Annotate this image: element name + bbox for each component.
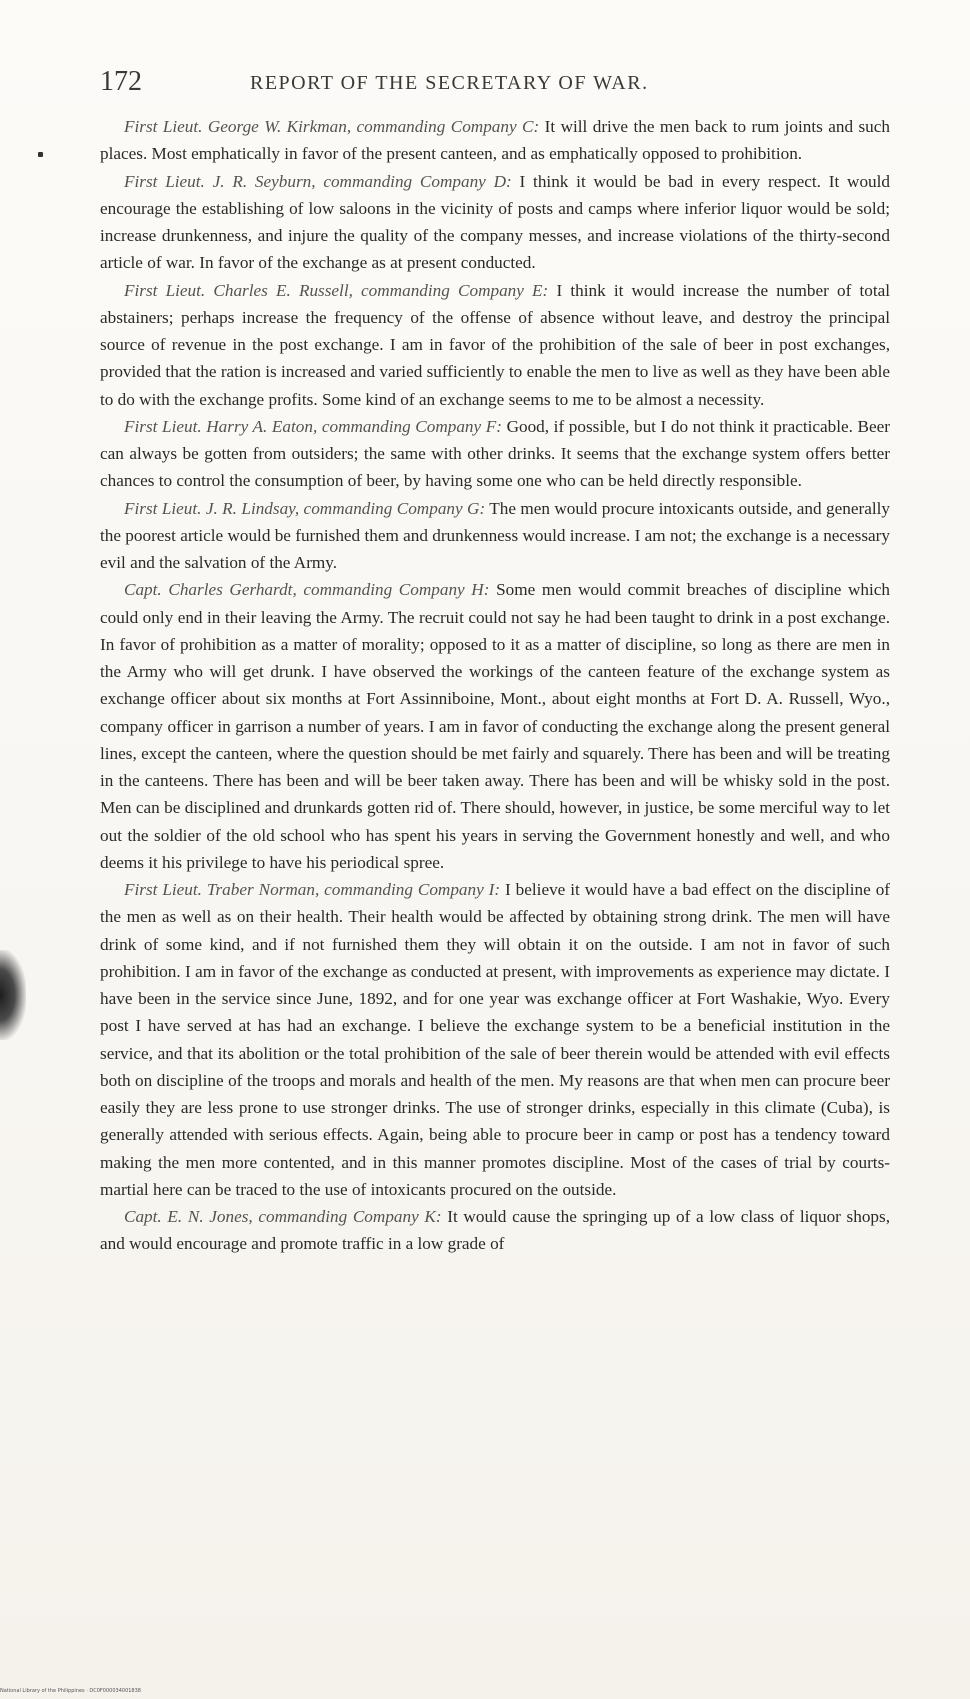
paragraph [100, 876, 890, 1203]
paragraph [100, 413, 890, 495]
officer-name: First Lieut. Traber Norman, commanding Company I: [124, 880, 501, 899]
paragraph-text: Good, if possible, but I do not think it practicable. Beer can always be gotten from outsiders; the same with other drinks. It seems that the exchange system offers better chances to control the consumption of beer, by having some one who can be held directly responsible. [100, 416, 890, 491]
paragraph [100, 1203, 890, 1258]
page-header [100, 66, 890, 106]
report-body [100, 113, 890, 1258]
page-edge-shadow [0, 950, 26, 1040]
paragraph-text: The men would procure intoxicants outside, and generally the poorest article would be furnished them and drunkenness would increase. I am not; the exchange is a necessary evil and the salvation of the Army. [100, 498, 890, 572]
paragraph-text: I believe it would have a bad effect on the discipline of the men as well as on their health. Their health would be affected by obtaining strong drink. The men will have drink of some kind, and if not furnished them they will obtain it on the outside. I am not in favor of such prohibition. I am in favor of the exchange as conducted at present, with improvements as experience may dictate. I have been in the service since June, 1892, and for one year was exchange officer at Fort Washakie, Wyo. Every post I have served at has had an exchange. I believe the exchange system to be a beneficial institution in the service, and that its abolition or the total prohibition of the sale of beer therein would be attended with evil effects both on discipline of the troops and morals and health of the men. My reasons are that when men can procure beer easily they are less prone to use stronger drinks. The use of stronger drinks, especially in this climate (Cuba), is generally attended with serious effects. Again, being able to procure beer in camp or post has a tendency toward making the men more contented, and in this manner promotes discipline. Most of the cases of trial by courts-martial here can be traced to the use of intoxicants procured on the outside. [100, 880, 891, 1199]
ink-speck [38, 152, 43, 157]
paragraph-text: Some men would commit breaches of discipline which could only end in their leaving the Army. The recruit could not say he had been taught to drink in a post exchange. In favor of prohibition as a matter of morality; opposed to it as a matter of discipline, so long as there are men in the Army who will get drunk. I have observed the workings of the canteen feature of the exchange system as exchange officer about six months at Fort Assinniboine, Mont., about eight months at Fort D. A. Russell, Wyo., company officer in garrison a number of years. I am in favor of conducting the exchange along the present general lines, except the canteen, where the question should be met fairly and squarely. There has been and will be treating in the canteens. There has been and will be beer taken away. There has been and will be whisky sold in the post. Men can be disciplined and drunkards gotten rid of. There should, however, in justice, be some merciful way to let out the soldier of the old school who has spent his years in serving the Government honestly and well, and who deems it his privilege to have his periodical spree. [100, 580, 890, 872]
paragraph [100, 495, 890, 577]
running-head: REPORT OF THE SECRETARY OF WAR. [250, 72, 649, 94]
officer-name: First Lieut. Charles E. Russell, commanding Company E: [124, 280, 549, 300]
officer-name: First Lieut. J. R. Seyburn, commanding Company D: [124, 171, 512, 191]
officer-name: First Lieut. Harry A. Eaton, commanding Company F: [124, 416, 502, 436]
paragraph [100, 277, 890, 413]
scan-credit: National Library of the Philippines · DC0F000034001838 [0, 1688, 141, 1694]
officer-name: First Lieut. George W. Kirkman, commanding Company C: [124, 117, 540, 136]
paragraph [100, 113, 890, 168]
officer-name: First Lieut. J. R. Lindsay, commanding Company G: [124, 498, 486, 518]
page-number: 172 [100, 66, 142, 97]
paragraph-text: It will drive the men back to rum joints and such places. Most emphatically in favor of the present canteen, and as emphatically opposed to prohibition. [100, 117, 890, 164]
paragraph-text: It would cause the springing up of a low class of liquor shops, and would encourage and promote traffic in a low grade of [100, 1207, 891, 1254]
paragraph [100, 576, 890, 876]
paragraph-text: I think it would be bad in every respect. It would encourage the establishing of low saloons in the vicinity of posts and camps where inferior liquor would be sold; increase drunkenness, and injure the quality of the company messes, and increase violations of the thirty-second article of war. In favor of the exchange as at present conducted. [100, 171, 891, 273]
paragraph-text: I think it would increase the number of total abstainers; perhaps increase the frequency of the offense of absence without leave, and destroy the principal source of revenue in the post exchange. I am in favor of the prohibition of the sale of beer in post exchanges, provided that the ration is increased and varied sufficiently to enable the men to live as well as they have been able to do with the exchange profits. Some kind of an exchange seems to me to be almost a necessity. [100, 280, 891, 409]
officer-name: Capt. E. N. Jones, commanding Company K: [124, 1207, 442, 1226]
paragraph [100, 168, 890, 277]
officer-name: Capt. Charles Gerhardt, commanding Company H: [124, 580, 490, 600]
